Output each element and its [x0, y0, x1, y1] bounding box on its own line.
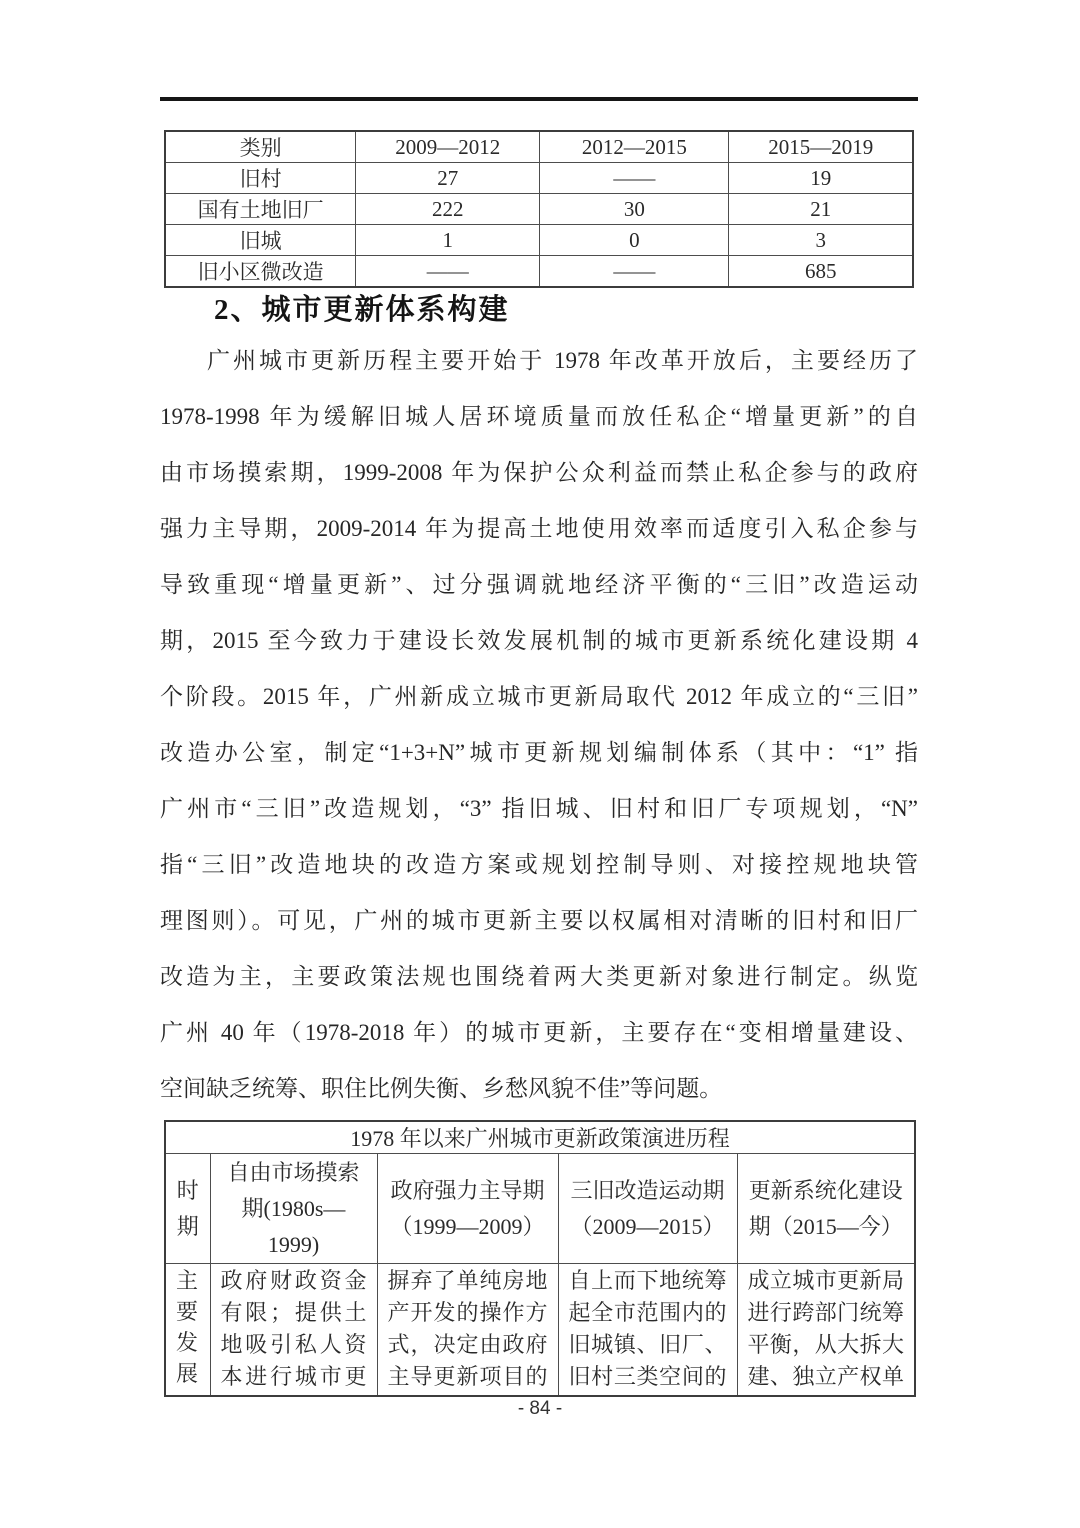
cell-value: 685: [729, 256, 913, 288]
paragraph-line: 强力主导期，2009-2014 年为提高土地使用效率而适度引入私企参与: [160, 516, 918, 541]
row-label: 旧城: [165, 225, 356, 256]
cell-value: 30: [540, 194, 729, 225]
table2-body-row: [165, 1264, 915, 1397]
table1-header-cell: 2012—2015: [540, 131, 729, 163]
table1-header-cell: 2015—2019: [729, 131, 913, 163]
row-label: 旧小区微改造: [165, 256, 356, 288]
table2-header-row: [165, 1154, 915, 1264]
paragraph-line: 改造办公室，制定“1+3+N”城市更新规划编制体系（其中：“1” 指: [160, 740, 918, 765]
paragraph-line: 理图则）。可见，广州的城市更新主要以权属相对清晰的旧村和旧厂: [160, 908, 918, 933]
section-heading: 2、城市更新体系构建: [214, 294, 510, 326]
paragraph-line: 期，2015 至今致力于建设长效发展机制的城市更新系统化建设期 4: [160, 628, 918, 653]
paragraph-line: 广州 40 年（1978-2018 年）的城市更新，主要存在“变相增量建设、: [160, 1020, 918, 1045]
paragraph-line: 导致重现“增量更新”、过分强调就地经济平衡的“三旧”改造运动: [160, 572, 918, 597]
table2-period-header: 三旧改造运动期（2009—2015）: [558, 1154, 737, 1264]
table-row: [165, 225, 913, 256]
renovation-projects-table: [164, 130, 914, 288]
cell-value: ——: [356, 256, 540, 288]
table2-body-cell: 政府财政资金有限；提供土地吸引私人资本进行城市更: [210, 1264, 377, 1397]
cell-value: 222: [356, 194, 540, 225]
table2-body-header: 主要发展: [165, 1264, 210, 1397]
table2-period-header: 政府强力主导期（1999—2009）: [377, 1154, 558, 1264]
paragraph-line: 个阶段。2015 年，广州新成立城市更新局取代 2012 年成立的“三旧”: [160, 684, 918, 709]
paragraph-line: 由市场摸索期，1999-2008 年为保护公众利益而禁止私企参与的政府: [160, 460, 918, 485]
table1-header-row: [165, 131, 913, 163]
table-row: [165, 163, 913, 194]
paragraph-line: 指“三旧”改造地块的改造方案或规划控制导则、对接控规地块管: [160, 852, 918, 877]
table2-body-cell: 成立城市更新局进行跨部门统筹平衡，从大拆大建、独立产权单: [737, 1264, 915, 1397]
policy-evolution-table: [164, 1120, 916, 1397]
cell-value: ——: [540, 256, 729, 288]
table2-title-row: [165, 1121, 915, 1154]
header-rule: [160, 97, 918, 101]
table-row: [165, 194, 913, 225]
paragraph-line: 广州市“三旧”改造规划，“3” 指旧城、旧村和旧厂专项规划，“N”: [160, 796, 918, 821]
paragraph-line: 改造为主，主要政策法规也围绕着两大类更新对象进行制定。纵览: [160, 964, 918, 989]
cell-value: 27: [356, 163, 540, 194]
table2-body-cell: 摒弃了单纯房地产开发的操作方式，决定由政府主导更新项目的: [377, 1264, 558, 1397]
table2-title: 1978 年以来广州城市更新政策演进历程: [165, 1121, 915, 1154]
body-paragraph: [160, 333, 918, 1117]
table2-period-header: 自由市场摸索期(1980s—1999): [210, 1154, 377, 1264]
cell-value: 19: [729, 163, 913, 194]
table2-period-header: 更新系统化建设期（2015—今）: [737, 1154, 915, 1264]
table1-header-cell: 2009—2012: [356, 131, 540, 163]
table2-row-header: 时期: [165, 1154, 210, 1264]
cell-value: 21: [729, 194, 913, 225]
cell-value: ——: [540, 163, 729, 194]
paragraph-line: 空间缺乏统筹、职住比例失衡、乡愁风貌不佳”等问题。: [160, 1076, 723, 1101]
table2-body-cell: 自上而下地统筹起全市范围内的旧城镇、旧厂、旧村三类空间的: [558, 1264, 737, 1397]
cell-value: 3: [729, 225, 913, 256]
table1-header-cell: 类别: [165, 131, 356, 163]
cell-value: 1: [356, 225, 540, 256]
row-label: 国有土地旧厂: [165, 194, 356, 225]
table-row: [165, 256, 913, 288]
page-number: - 84 -: [517, 1398, 563, 1419]
paragraph-line: 广州城市更新历程主要开始于 1978 年改革开放后，主要经历了: [207, 348, 918, 373]
row-label: 旧村: [165, 163, 356, 194]
cell-value: 0: [540, 225, 729, 256]
paragraph-line: 1978-1998 年为缓解旧城人居环境质量而放任私企“增量更新”的自: [160, 404, 918, 429]
